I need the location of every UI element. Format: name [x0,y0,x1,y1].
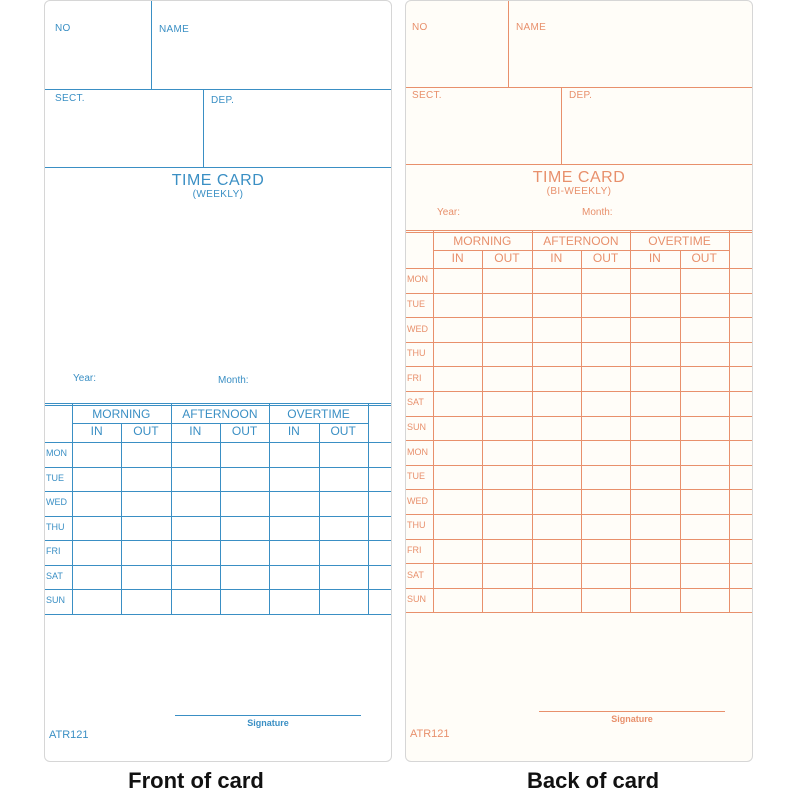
day-label-fri: FRI [407,544,422,555]
no-divider [508,1,509,87]
row-line [406,588,753,589]
year-label: Year: [437,207,460,218]
group-divider [269,403,270,614]
year-label: Year: [73,373,96,384]
dep-label: DEP. [569,90,593,101]
day-label-tue: TUE [407,471,425,482]
card-subtitle: (WEEKLY) [192,189,244,200]
sub-header-in: IN [90,424,103,438]
sub-header-out: OUT [592,251,619,265]
month-label: Month: [582,207,613,218]
name-label: NAME [159,24,190,35]
sect-divider [203,89,204,167]
sub-header-in: IN [550,251,563,265]
no-label: NO [55,23,71,34]
sub-header-in: IN [189,424,202,438]
row-line [406,293,753,294]
no-label: NO [412,22,428,33]
row-line [406,612,753,613]
sub-header-out: OUT [231,424,258,438]
sect-divider [561,87,562,164]
no-divider [151,1,152,89]
sub-header-out: OUT [691,251,717,265]
group-header-morning: MORNING [453,234,512,248]
row-line [406,465,753,466]
row-line [406,366,753,367]
sub-header-in: IN [648,251,661,265]
sub-header-out: OUT [494,251,520,265]
day-column-divider [433,230,434,612]
row-line [406,489,753,490]
front-card [44,0,392,762]
day-label-wed: WED [46,497,67,508]
row-line [45,516,392,517]
row-line [45,565,392,566]
row-line [406,539,753,540]
day-label-sun: SUN [407,594,427,605]
header-rule-1 [406,87,752,88]
column-divider [220,423,221,614]
day-label-sun: SUN [46,595,66,606]
card-subtitle: (BI-WEEKLY) [546,186,612,197]
group-header-overtime: OVERTIME [648,234,711,248]
row-line [45,540,392,541]
row-line [45,491,392,492]
sect-label: SECT. [412,90,442,101]
day-label-wed: WED [407,323,428,334]
day-label-fri: FRI [407,372,422,383]
day-label-sat: SAT [407,569,424,580]
group-header-afternoon: AFTERNOON [543,234,619,248]
grid-top-rule [45,403,392,406]
back-caption: Back of card [526,768,660,793]
grid-top-rule [406,230,753,233]
column-divider [482,250,483,612]
day-column-divider [72,403,73,614]
row-line [406,416,753,417]
name-label: NAME [516,22,547,33]
signature-label: Signature [247,718,289,728]
sub-header-out: OUT [133,424,159,438]
header-rule-2 [406,164,752,165]
group-header-morning: MORNING [92,407,151,421]
sub-header-out: OUT [330,424,356,438]
group-header-overtime: OVERTIME [287,407,350,421]
sect-label: SECT. [55,93,85,104]
front-caption: Front of card [128,768,264,793]
day-label-mon: MON [407,446,428,457]
signature-line [175,715,361,716]
day-label-thu: THU [46,521,65,532]
row-line [45,614,392,615]
group-divider [368,403,369,614]
row-line [406,563,753,564]
header-rule-2 [45,167,391,168]
sub-header-in: IN [451,251,464,265]
body-top-rule [406,268,753,269]
group-divider [729,230,730,612]
form-code: ATR121 [49,729,89,741]
row-line [406,514,753,515]
column-divider [319,423,320,614]
signature-label: Signature [611,714,653,724]
row-line [45,467,392,468]
month-label: Month: [218,375,249,386]
group-divider [171,403,172,614]
day-label-sat: SAT [407,397,424,408]
row-line [406,440,753,441]
day-label-mon: MON [407,274,428,285]
column-divider [680,250,681,612]
day-label-thu: THU [407,520,426,531]
card-title: TIME CARD [532,169,626,186]
day-label-wed: WED [407,495,428,506]
column-divider [581,250,582,612]
body-top-rule [45,442,392,443]
day-label-tue: TUE [407,298,425,309]
day-label-thu: THU [407,348,426,359]
group-divider [532,230,533,612]
group-header-afternoon: AFTERNOON [182,407,258,421]
column-divider [121,423,122,614]
card-title: TIME CARD [171,172,265,189]
header-rule-1 [45,89,391,90]
day-label-sun: SUN [407,421,427,432]
row-line [406,391,753,392]
group-divider [630,230,631,612]
row-line [406,342,753,343]
day-label-sat: SAT [46,570,63,581]
row-line [45,589,392,590]
signature-line [539,711,725,712]
sub-header-in: IN [287,424,300,438]
back-card [405,0,753,762]
form-code: ATR121 [410,728,450,740]
day-label-fri: FRI [46,546,61,557]
day-label-mon: MON [46,448,67,459]
row-line [406,317,753,318]
day-label-tue: TUE [46,472,64,483]
dep-label: DEP. [211,95,235,106]
